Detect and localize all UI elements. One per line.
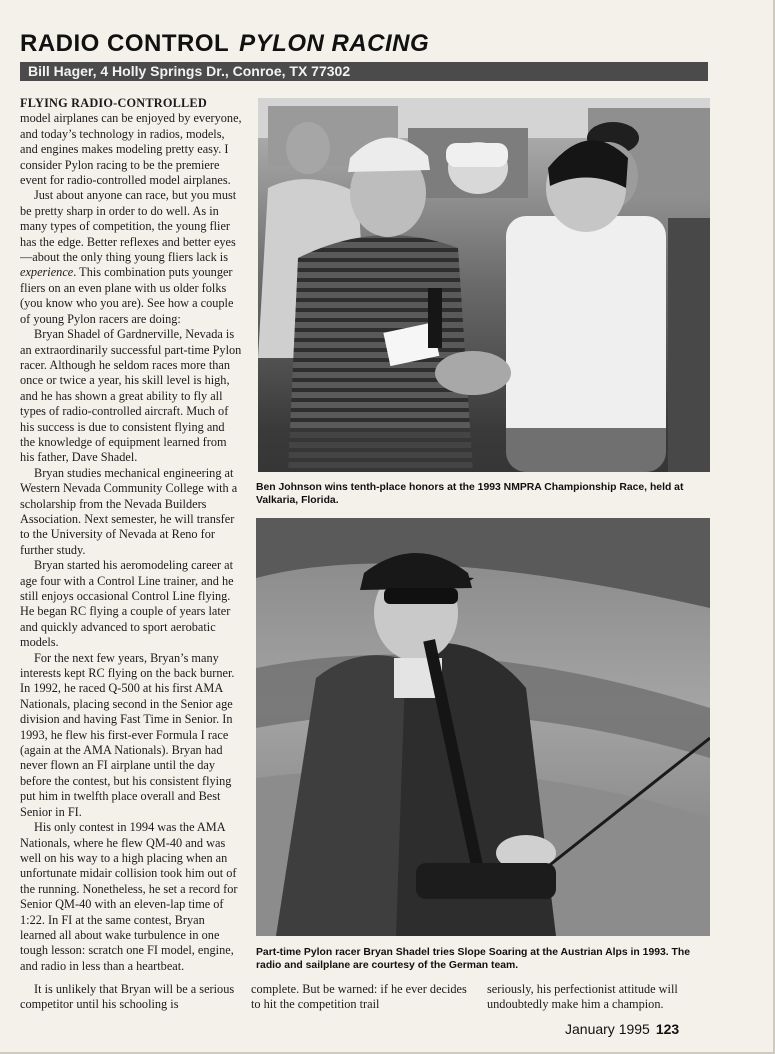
page-footer bbox=[565, 1021, 679, 1037]
paragraph-8-part-1: It is unlikely that Bryan will be a serious competitor until his schooling is bbox=[20, 982, 235, 1012]
heading-main: RADIO CONTROL bbox=[20, 30, 230, 57]
photo-award-handshake bbox=[258, 98, 710, 472]
paragraph-8-part-2: complete. But be warned: if he ever decides to hit the competition trail bbox=[251, 982, 467, 1012]
photo-award-illustration bbox=[258, 98, 710, 472]
paragraph-7: His only contest in 1994 was the AMA Nationals, where he flew QM-40 and was well on his way to a high placing when an unfortunate midair collision took him out of the running. Nonetheless, he set a record for Senior QM-40 with an eleven-lap time of 1:22. In FI at the same contest, Bryan learned all about wake turbulence in one tough lesson: scratch one FI model, engine, and radio in less than a heartbeat. bbox=[20, 820, 238, 973]
issue-date: January 1995 bbox=[565, 1021, 650, 1037]
paragraph-2 bbox=[20, 188, 242, 327]
article-column-2-bottom bbox=[251, 982, 476, 1013]
article-column-1-bottom bbox=[20, 982, 242, 1013]
paragraph-2-emphasis: experience bbox=[20, 265, 74, 280]
column-heading bbox=[20, 30, 429, 58]
lead-in: FLYING RADIO-CONTROLLED bbox=[20, 96, 207, 110]
paragraph-2-text-a: Just about anyone can race, but you must be pretty sharp in order to do well. As in many types of competition, the young flier has the edge. Better reflexes and better eyes—about the only thing young fliers lack is bbox=[20, 188, 237, 265]
paragraph-2-text-b: . This combination puts younger fliers on an even plane with us older folks (you know who you are). See how a couple of young Pylon racers are doing: bbox=[20, 265, 234, 326]
byline-bar bbox=[20, 62, 708, 81]
article-column-1 bbox=[20, 96, 242, 998]
heading-sub: PYLON RACING bbox=[239, 30, 430, 57]
paragraph-1 bbox=[20, 96, 242, 188]
paragraph-4: Bryan studies mechanical engineering at Western Nevada Community College with a scholarship from the Nevada Builders Association. Next semester, he will transfer to the University of Nevada at Reno for further study. bbox=[20, 465, 238, 557]
paragraph-3: Bryan Shadel of Gardnerville, Nevada is an extraordinarily successful part-time Pylon racer. Although he seldom races more than once or twice a year, his skill level is high, and he has shown a great ability to fly all types of radio-controlled aircraft. Much of his success is due to consistent flying and the knowledge of equipment learned from his father, Dave Shadel. bbox=[20, 327, 242, 465]
author-byline: Bill Hager, 4 Holly Springs Dr., Conroe, TX 77302 bbox=[28, 63, 351, 79]
photo-slope-soaring bbox=[256, 518, 710, 936]
photo-caption-1: Ben Johnson wins tenth-place honors at the 1993 NMPRA Championship Race, held at Valkaria, Florida. bbox=[256, 482, 684, 506]
paragraph-8-part-3: seriously, his perfectionist attitude will undoubtedly make him a champion. bbox=[487, 982, 678, 1012]
page-number: 123 bbox=[655, 1021, 680, 1037]
photo-caption-2: Part-time Pylon racer Bryan Shadel tries Slope Soaring at the Austrian Alps in 1993. The radio and sailplane are courtesy of the German team. bbox=[256, 947, 691, 971]
photo-slope-illustration bbox=[256, 518, 710, 936]
article-column-3-bottom bbox=[487, 982, 709, 1013]
paragraph-6: For the next few years, Bryan’s many interests kept RC flying on the back burner. In 1992, he raced Q-500 at his first AMA Nationals, placing second in the Senior age division and having Fast Time in Senior. In 1993, he flew his first-ever Formula I race (again at the AMA Nationals). Bryan had never flown an FI airplane until the day before the contest, but his consistent flying put him in twelfth place overall and Best Senior in FI. bbox=[20, 650, 235, 819]
paragraph-5: Bryan started his aeromodeling career at age four with a Control Line trainer, and he still enjoys occasional Control Line flying. He began RC flying a couple of years later and quickly advanced to sport aerobatic models. bbox=[20, 558, 234, 650]
paragraph-1-text: model airplanes can be enjoyed by everyone, and today’s technology in radios, models, and engines makes modeling pretty easy. I consider Pylon racing to be the premiere event for radio-controlled model airplanes. bbox=[20, 111, 242, 188]
